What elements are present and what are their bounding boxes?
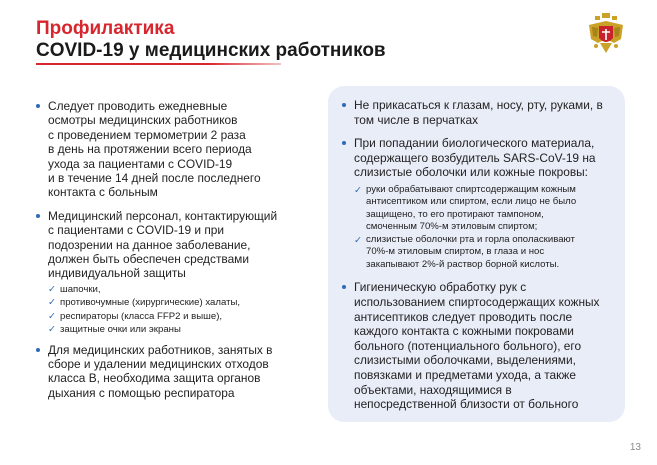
bullet-biomaterial-exposure: При попадании биологического материала, содержащего возбудитель SARS-CoV-19 на слизистые оболочки или кожные покровы:: [342, 136, 617, 180]
list-item: ✓ слизистые оболочки рта и горла ополаскивают 70%-м этиловым спиртом, в глаза и нос закапывают 2%-й раствор борной кислоты.: [354, 233, 575, 270]
page-number: 13: [629, 442, 641, 453]
bullet-hand-hygiene: Гигиеническую обработку рук с использованием спиртосодержащих кожных антисептиков следует проводить после каждого контакта с кожными покровами больного (потенциального больного), его слизистыми оболочками, выделениями, повязками и предметами ухода, а также объектами, находящимися в непосредственной близости от больного: [342, 280, 617, 411]
list-item: ✓ шапочки,: [48, 283, 101, 295]
checkmark-icon: ✓: [48, 297, 56, 309]
left-column: [36, 99, 306, 400]
title-line-1: Профилактика: [36, 18, 175, 39]
bullet-no-touching: Не прикасаться к глазам, носу, рту, руками, в том числе в перчатках: [342, 98, 617, 127]
checkmark-icon: ✓: [48, 283, 56, 295]
checkmark-icon: ✓: [48, 310, 56, 322]
bullet-ppe-required: Медицинский персонал, контактирующий с пациентами с COVID-19 и при подозрении на данное заболевание, должен быть обеспечен средствами индивидуальной защиты: [36, 209, 306, 281]
bullet-daily-checkups: Следует проводить ежедневные осмотры медицинских работников с проведением термометрии 2 раза в день на протяжении всего периода ухода за пациентами с COVID-19 и в течение 14 дней после последнего контакта с больным: [36, 99, 306, 200]
right-panel: [328, 86, 625, 422]
eagle-emblem-icon: [586, 12, 626, 58]
list-item: ✓ защитные очки или экраны: [48, 324, 181, 336]
title-underline: [36, 63, 281, 65]
ppe-list: [48, 283, 306, 337]
checkmark-icon: ✓: [48, 324, 56, 336]
checkmark-icon: ✓: [354, 184, 362, 196]
checkmark-icon: ✓: [354, 234, 362, 246]
list-item: ✓ руки обрабатывают спиртсодержащим кожным антисептиком или спиртом, если лицо не было защищено, то его протирают тампоном, смоченным 70%-м этиловым спиртом;: [354, 183, 577, 233]
list-item: ✓ респираторы (класса FFP2 и выше),: [48, 310, 223, 322]
bullet-waste-handlers: Для медицинских работников, занятых в сборе и удалении медицинских отходов класса В, необходима защита органов дыхания с помощью респиратора: [36, 343, 306, 401]
exposure-steps: [354, 184, 617, 272]
list-item: ✓ противочумные (хирургические) халаты,: [48, 297, 241, 309]
slide-title: [36, 18, 386, 62]
title-line-2: COVID-19 у медицинских работников: [36, 40, 386, 61]
